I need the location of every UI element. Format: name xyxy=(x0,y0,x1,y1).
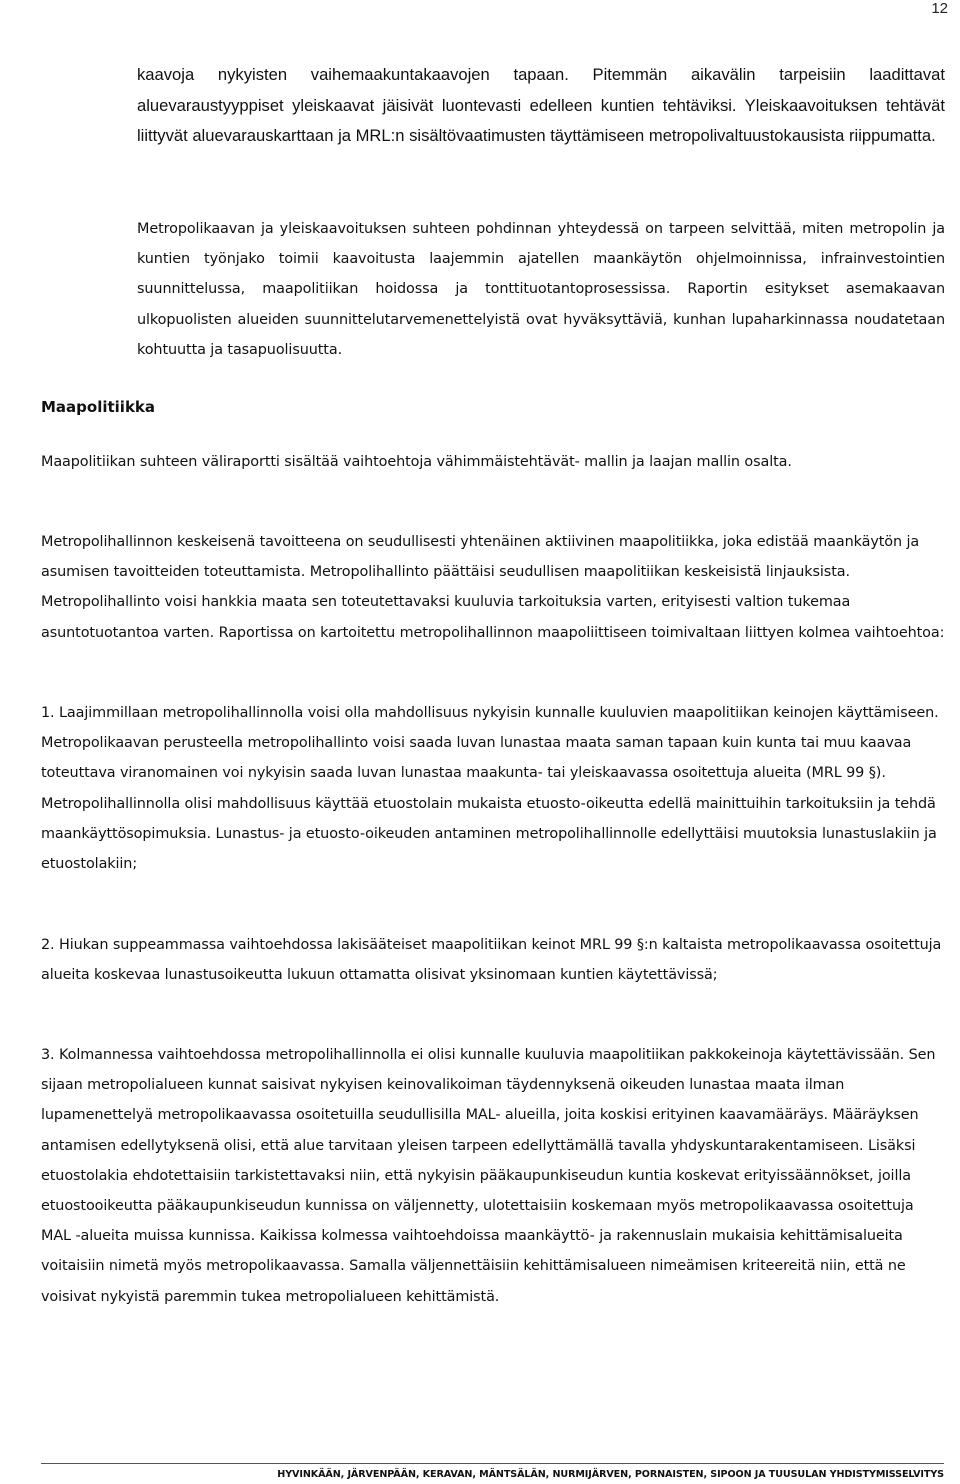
paragraph-text: 2. Hiukan suppeammassa vaihtoehdossa lakisääteiset maapolitiikan keinot MRL 99 §:n kaltaista metropolikaavassa osoitettuja alueita koskevaa lunastusoikeutta lukuun ottamatta olisivat yksinomaan kuntien käytettävissä; xyxy=(41,937,942,984)
section-heading: Maapolitiikka xyxy=(41,398,156,416)
option-3 xyxy=(41,1040,945,1312)
paragraph-text: 1. Laajimmillaan metropolihallinnolla voisi olla mahdollisuus nykyisin kunnalle kuuluvien maapolitiikan keinojen käyttämiseen. Metropolikaavan perusteella metropolihallinto voisi saada luvan lunastaa maata saman tapaan kuin kunta tai muu kaavaa toteuttava viranomainen voi nykyisin saada luvan lunastaa maakunta- tai yleiskaavassa osoitettuja alueita (MRL 99 §). Metropolihallinnolla olisi mahdollisuus käyttää etuostolain mukaista etuosto-oikeutta edellä mainittuihin tarkoituksiin ja tehdä maankäyttösopimuksia. Lunastus- ja etuosto-oikeuden antaminen metropolihallinnolle edellyttäisi muutoksia lunastuslakiin ja etuostolakiin; xyxy=(41,705,939,873)
paragraph-text: kaavoja nykyisten vaihemaakuntakaavojen tapaan. Pitemmän aikavälin tarpeisiin laadittavat aluevaraustyyppiset yleiskaavat jäisivät luontevasti edelleen kuntien tehtäviksi. Yleiskaavoituksen tehtävät liittyvät aluevarauskarttaan ja MRL:n sisältövaatimusten täyttämiseen metropolivaltuustokausista riippumatta. xyxy=(137,65,945,146)
option-2 xyxy=(41,930,945,990)
paragraph-text: Metropolikaavan ja yleiskaavoituksen suhteen pohdinnan yhteydessä on tarpeen selvittää, miten metropolin ja kuntien työnjako toimii kaavoitusta laajemmin ajatellen maankäytön ohjelmoinnissa, infrainvestointien suunnittelussa, maapolitiikan hoidossa ja tonttituotantoprosessissa. Raportin esitykset asemakaavan ulkopuolisten alueiden suunnittelutarvemenettelyistä ovat hyväksyttäviä, kunhan lupaharkinnassa noudatetaan kohtuutta ja tasapuolisuutta. xyxy=(137,221,945,358)
page-footer: HYVINKÄÄN, JÄRVENPÄÄN, KERAVAN, MÄNTSÄLÄN, NURMIJÄRVEN, PORNAISTEN, SIPOON JA TUUSULAN YHDISTYMISSELVITYS xyxy=(277,1469,944,1480)
paragraph-intro xyxy=(41,447,945,477)
paragraph-continuation xyxy=(137,60,945,152)
paragraph-text: Metropolihallinnon keskeisenä tavoitteena on seudullisesti yhtenäinen aktiivinen maapolitiikka, joka edistää maankäytön ja asumisen tavoitteiden toteuttamista. Metropolihallinto päättäisi seudullisen maapolitiikan keskeisistä linjauksista. Metropolihallinto voisi hankkia maata sen toteutettavaksi kuuluvia tarkoituksia varten, erityisesti valtion tukemaa asuntotuotantoa varten. Raportissa on kartoitettu metropolihallinnon maapoliittiseen toimivaltaan liittyen kolmea vaihtoehtoa: xyxy=(41,534,945,641)
paragraph-goal xyxy=(41,527,945,648)
footer-divider xyxy=(41,1463,944,1464)
page-number: 12 xyxy=(931,0,948,17)
paragraph-text: Maapolitiikan suhteen väliraportti sisältää vaihtoehtoja vähimmäistehtävät- mallin ja laajan mallin osalta. xyxy=(41,454,792,470)
paragraph-text: 3. Kolmannessa vaihtoehdossa metropolihallinnolla ei olisi kunnalle kuuluvia maapolitiikan pakkokeinoja käytettävissään. Sen sijaan metropolialueen kunnat saisivat nykyisen keinovalikoiman täydennyksenä oikeuden lunastaa maata ilman lupamenettelyä metropolikaavassa osoitetuilla seudullisilla MAL- alueilla, joita koskisi erityinen kaavamääräys. Määräyksen antamisen edellytyksenä olisi, että alue tarvitaan yleisen tarpeen edellyttämällä tavalla yhdyskuntarakentamiseen. Lisäksi etuostolakia ehdotettaisiin tarkistettavaksi niin, että nykyisin pääkaupunkiseudun kuntia koskevat erityissäännökset, joilla etuostooikeutta pääkaupunkiseudun kunnissa on väljennetty, ulotettaisiin koskemaan myös metropolikaavassa osoitettuja MAL -alueita muissa kunnissa. Kaikissa kolmessa vaihtoehdoissa maankäyttö- ja rakennuslain mukaisia kehittämisalueita voitaisiin nimetä myös metropolikaavassa. Samalla väljennettäisiin kehittämisalueen nimeämisen kriteereitä niin, että ne voisivat nykyistä paremmin tukea metropolialueen kehittämistä. xyxy=(41,1047,936,1305)
paragraph-metropolikaava xyxy=(137,214,945,365)
option-1 xyxy=(41,698,945,879)
